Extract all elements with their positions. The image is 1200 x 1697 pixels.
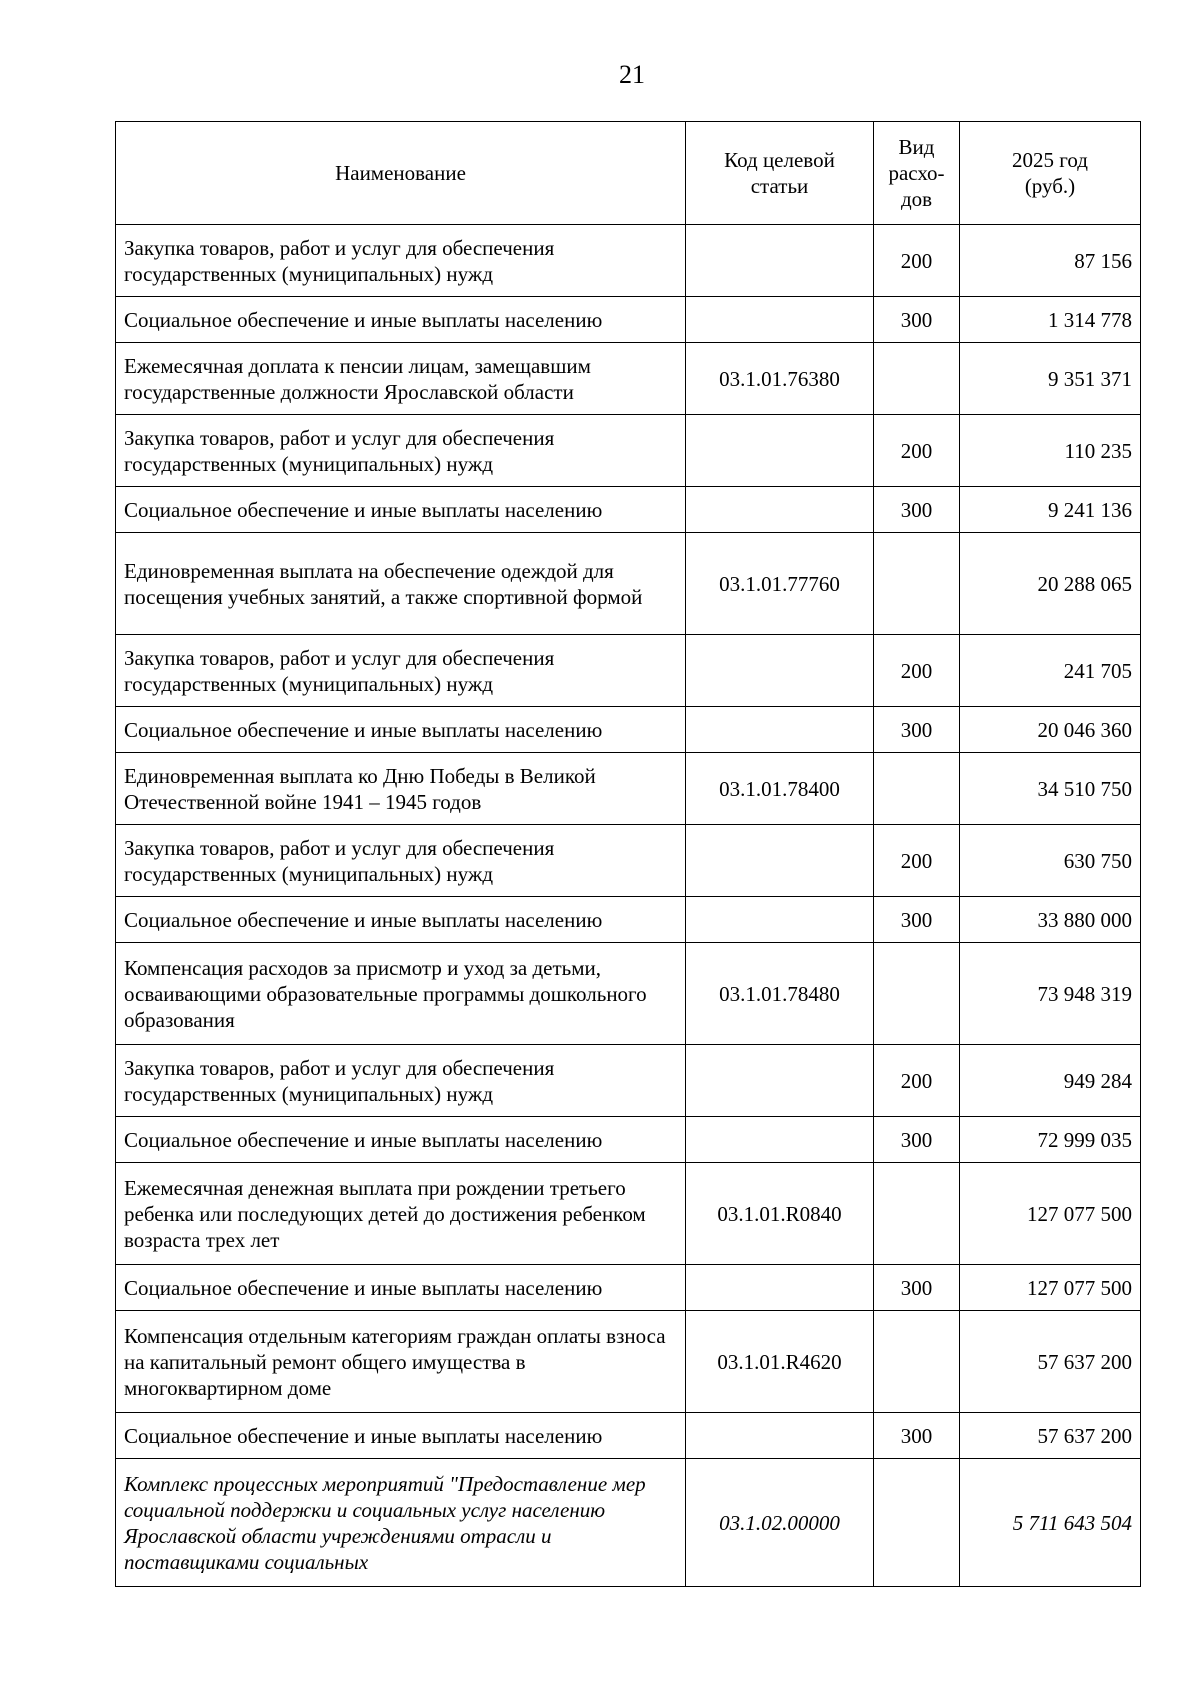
header-kind-line3: дов bbox=[900, 187, 933, 211]
table-row bbox=[116, 707, 1141, 753]
row-name: Социальное обеспечение и иные выплаты населению bbox=[116, 1117, 686, 1163]
table-row bbox=[116, 635, 1141, 707]
row-kind bbox=[874, 1459, 960, 1587]
row-amount: 241 705 bbox=[960, 635, 1141, 707]
row-name: Закупка товаров, работ и услуг для обеспечения государственных (муниципальных) нужд bbox=[116, 225, 686, 297]
row-code: 03.1.01.77760 bbox=[686, 533, 874, 635]
table-row bbox=[116, 297, 1141, 343]
row-name: Компенсация отдельным категориям граждан оплаты взноса на капитальный ремонт общего имущества в многоквартирном доме bbox=[116, 1311, 686, 1413]
row-name: Ежемесячная доплата к пенсии лицам, замещавшим государственные должности Ярославской области bbox=[116, 343, 686, 415]
table-row bbox=[116, 225, 1141, 297]
row-code bbox=[686, 225, 874, 297]
page-number: 21 bbox=[619, 60, 645, 89]
row-code bbox=[686, 1045, 874, 1117]
row-name: Социальное обеспечение и иные выплаты населению bbox=[116, 707, 686, 753]
row-amount: 127 077 500 bbox=[960, 1163, 1141, 1265]
row-amount: 127 077 500 bbox=[960, 1265, 1141, 1311]
table-row bbox=[116, 943, 1141, 1045]
row-code: 03.1.01.78480 bbox=[686, 943, 874, 1045]
row-kind: 300 bbox=[874, 297, 960, 343]
header-name: Наименование bbox=[116, 122, 686, 225]
row-amount: 949 284 bbox=[960, 1045, 1141, 1117]
row-code: 03.1.01.76380 bbox=[686, 343, 874, 415]
row-name: Закупка товаров, работ и услуг для обеспечения государственных (муниципальных) нужд bbox=[116, 415, 686, 487]
row-code bbox=[686, 487, 874, 533]
row-name: Комплекс процессных мероприятий "Предоставление мер социальной поддержки и социальных услуг населению Ярославской области учреждениями отрасли и поставщиками социальных bbox=[116, 1459, 686, 1587]
header-kind-line1: Вид bbox=[898, 135, 935, 159]
header-kind bbox=[874, 122, 960, 225]
row-kind: 200 bbox=[874, 825, 960, 897]
table-row bbox=[116, 897, 1141, 943]
row-code bbox=[686, 897, 874, 943]
row-amount: 5 711 643 504 bbox=[960, 1459, 1141, 1587]
header-year bbox=[960, 122, 1141, 225]
row-code bbox=[686, 825, 874, 897]
table-row bbox=[116, 1311, 1141, 1413]
row-amount: 110 235 bbox=[960, 415, 1141, 487]
table-row bbox=[116, 1117, 1141, 1163]
row-name: Единовременная выплата ко Дню Победы в Великой Отечественной войне 1941 – 1945 годов bbox=[116, 753, 686, 825]
row-name: Единовременная выплата на обеспечение одеждой для посещения учебных занятий, а также спортивной формой bbox=[116, 533, 686, 635]
row-kind: 200 bbox=[874, 1045, 960, 1117]
row-name: Социальное обеспечение и иные выплаты населению bbox=[116, 487, 686, 533]
row-kind bbox=[874, 343, 960, 415]
table-row bbox=[116, 343, 1141, 415]
row-kind: 300 bbox=[874, 1265, 960, 1311]
header-year-line2: (руб.) bbox=[1024, 174, 1076, 198]
row-code bbox=[686, 1265, 874, 1311]
header-code-line1: Код целевой bbox=[724, 148, 835, 172]
table-row bbox=[116, 1163, 1141, 1265]
budget-table bbox=[115, 121, 1141, 1587]
row-name: Закупка товаров, работ и услуг для обеспечения государственных (муниципальных) нужд bbox=[116, 825, 686, 897]
row-kind bbox=[874, 943, 960, 1045]
table-row bbox=[116, 1045, 1141, 1117]
row-code bbox=[686, 635, 874, 707]
row-name: Социальное обеспечение и иные выплаты населению bbox=[116, 1413, 686, 1459]
row-amount: 34 510 750 bbox=[960, 753, 1141, 825]
row-amount: 20 288 065 bbox=[960, 533, 1141, 635]
row-code bbox=[686, 1117, 874, 1163]
row-name: Социальное обеспечение и иные выплаты населению bbox=[116, 897, 686, 943]
table-row bbox=[116, 825, 1141, 897]
row-kind: 300 bbox=[874, 1117, 960, 1163]
row-amount: 33 880 000 bbox=[960, 897, 1141, 943]
row-kind bbox=[874, 1163, 960, 1265]
table-row-program bbox=[116, 1459, 1141, 1587]
row-code: 03.1.01.R4620 bbox=[686, 1311, 874, 1413]
header-kind-line2: расхо- bbox=[888, 161, 945, 185]
row-amount: 1 314 778 bbox=[960, 297, 1141, 343]
row-kind: 300 bbox=[874, 897, 960, 943]
row-code bbox=[686, 415, 874, 487]
row-kind bbox=[874, 533, 960, 635]
row-amount: 57 637 200 bbox=[960, 1413, 1141, 1459]
header-row bbox=[116, 122, 1141, 225]
row-kind: 300 bbox=[874, 707, 960, 753]
row-name: Компенсация расходов за присмотр и уход за детьми, осваивающими образовательные программы дошкольного образования bbox=[116, 943, 686, 1045]
row-kind: 300 bbox=[874, 1413, 960, 1459]
row-kind bbox=[874, 1311, 960, 1413]
row-name: Закупка товаров, работ и услуг для обеспечения государственных (муниципальных) нужд bbox=[116, 635, 686, 707]
row-amount: 72 999 035 bbox=[960, 1117, 1141, 1163]
row-kind: 200 bbox=[874, 415, 960, 487]
row-code: 03.1.02.00000 bbox=[686, 1459, 874, 1587]
row-amount: 87 156 bbox=[960, 225, 1141, 297]
row-name: Закупка товаров, работ и услуг для обеспечения государственных (муниципальных) нужд bbox=[116, 1045, 686, 1117]
table-row bbox=[116, 1265, 1141, 1311]
row-amount: 630 750 bbox=[960, 825, 1141, 897]
row-kind: 300 bbox=[874, 487, 960, 533]
row-kind: 200 bbox=[874, 225, 960, 297]
table-row bbox=[116, 533, 1141, 635]
table-row bbox=[116, 487, 1141, 533]
row-code: 03.1.01.R0840 bbox=[686, 1163, 874, 1265]
row-code: 03.1.01.78400 bbox=[686, 753, 874, 825]
row-amount: 57 637 200 bbox=[960, 1311, 1141, 1413]
row-kind bbox=[874, 753, 960, 825]
row-amount: 20 046 360 bbox=[960, 707, 1141, 753]
row-amount: 9 241 136 bbox=[960, 487, 1141, 533]
header-year-line1: 2025 год bbox=[1012, 148, 1088, 172]
table-row bbox=[116, 753, 1141, 825]
row-code bbox=[686, 707, 874, 753]
row-amount: 9 351 371 bbox=[960, 343, 1141, 415]
row-code bbox=[686, 297, 874, 343]
row-kind: 200 bbox=[874, 635, 960, 707]
header-code bbox=[686, 122, 874, 225]
row-code bbox=[686, 1413, 874, 1459]
table-row bbox=[116, 1413, 1141, 1459]
row-name: Социальное обеспечение и иные выплаты населению bbox=[116, 1265, 686, 1311]
row-amount: 73 948 319 bbox=[960, 943, 1141, 1045]
header-code-line2: статьи bbox=[750, 174, 809, 198]
row-name: Социальное обеспечение и иные выплаты населению bbox=[116, 297, 686, 343]
row-name: Ежемесячная денежная выплата при рождении третьего ребенка или последующих детей до достижения ребенком возраста трех лет bbox=[116, 1163, 686, 1265]
table-row bbox=[116, 415, 1141, 487]
